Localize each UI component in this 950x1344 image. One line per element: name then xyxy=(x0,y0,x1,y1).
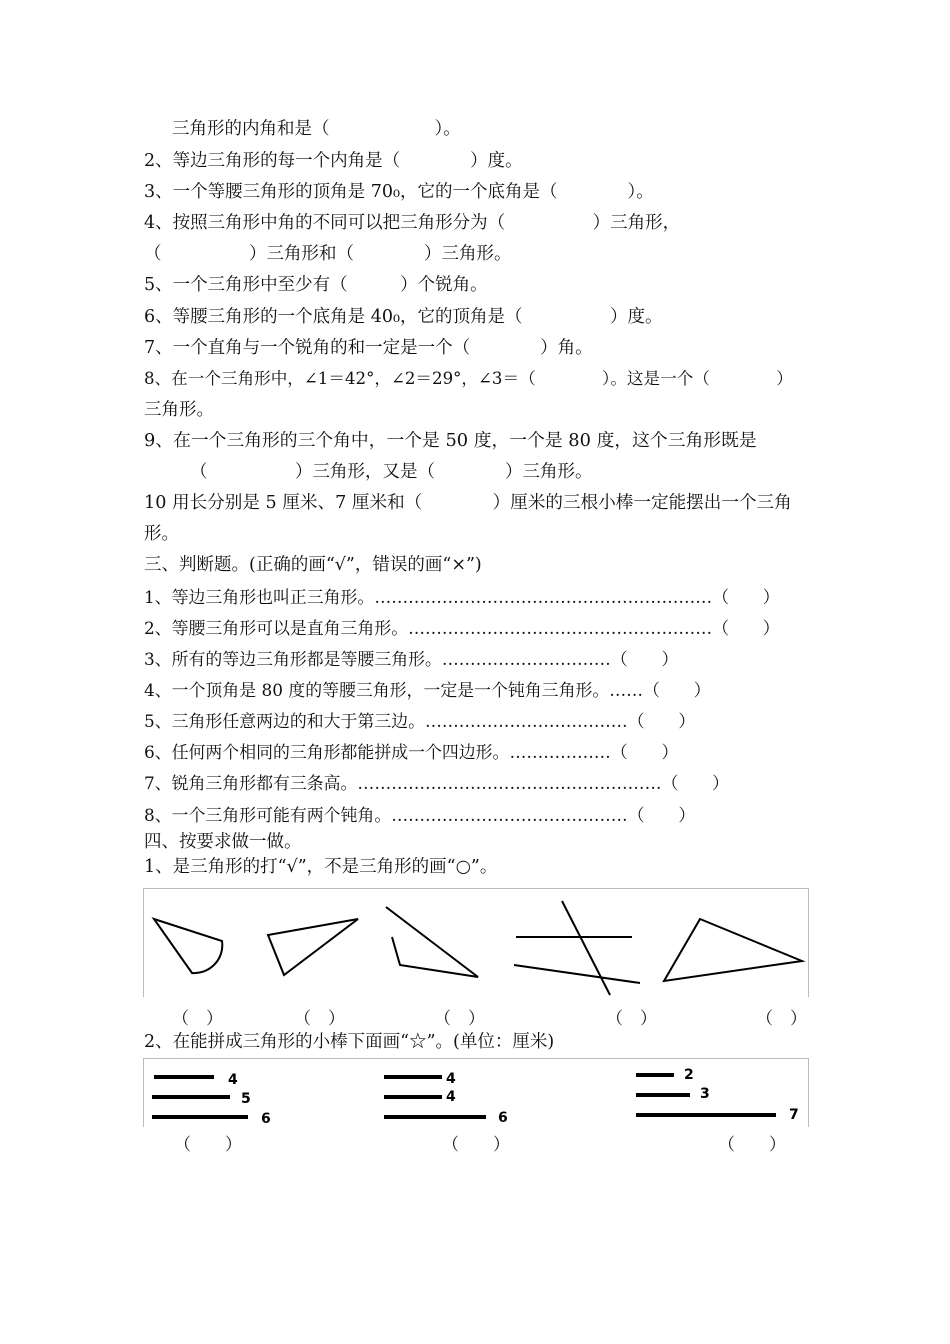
fill-question-2: 2、等边三角形的每一个内角是（ ）度。 xyxy=(144,151,523,171)
fill-question-3: 3、一个等腰三角形的顶角是 70₀，它的一个底角是（ ）。 xyxy=(144,182,654,202)
judge-heading: 三、判断题。(正确的画“√”，错误的画“×”) xyxy=(144,555,482,575)
fill-question-1: 三角形的内角和是（ ）。 xyxy=(172,119,461,139)
practice-question-2: 2、在能拼成三角形的小棒下面画“☆”。(单位：厘米) xyxy=(144,1032,555,1052)
judge-item-3: 3、所有的等边三角形都是等腰三角形。…………………………（ ） xyxy=(144,649,679,669)
fill-question-6: 6、等腰三角形的一个底角是 40₀，它的顶角是（ ）度。 xyxy=(144,307,663,327)
shape-answer-1[interactable]: （ ） xyxy=(172,1009,223,1029)
shape-answer-2[interactable]: （ ） xyxy=(294,1009,345,1029)
shape-answer-3[interactable]: （ ） xyxy=(434,1009,485,1029)
stick-g2-2-label: 4 xyxy=(446,1089,456,1105)
stick-g3-2-label: 3 xyxy=(700,1086,710,1102)
shape-answer-4[interactable]: （ ） xyxy=(606,1009,657,1029)
fill-question-4-line1: 4、按照三角形中角的不同可以把三角形分为（ ）三角形， xyxy=(144,213,681,233)
fill-question-8-line2: 三角形。 xyxy=(144,400,214,420)
judge-item-6: 6、任何两个相同的三角形都能拼成一个四边形。………………（ ） xyxy=(144,742,679,762)
stick-g3-1-label: 2 xyxy=(684,1067,694,1083)
stick-answer-3[interactable]: （ ） xyxy=(718,1135,786,1155)
stick-g1-2-label: 5 xyxy=(241,1091,251,1107)
fill-question-9-line2: （ ）三角形，又是（ ）三角形。 xyxy=(190,462,593,482)
fill-question-5: 5、一个三角形中至少有（ ）个锐角。 xyxy=(144,275,488,295)
stick-g1-3-label: 6 xyxy=(261,1111,271,1127)
stick-answer-2[interactable]: （ ） xyxy=(442,1135,510,1155)
judge-item-1: 1、等边三角形也叫正三角形。……………………………………………………（ ） xyxy=(144,587,780,607)
stick-g2-1-label: 4 xyxy=(446,1071,456,1087)
shape-cross-line-3 xyxy=(514,965,640,983)
judge-item-8: 8、一个三角形可能有两个钝角。……………………………………（ ） xyxy=(144,805,696,825)
judge-item-7: 7、锐角三角形都有三条高。………………………………………………（ ） xyxy=(144,773,730,793)
shape-curved-sector xyxy=(154,919,222,973)
shape-triangle-2 xyxy=(664,919,802,981)
fill-question-8-line1: 8、在一个三角形中，∠1＝42°，∠2＝29°，∠3＝（ ）。这是一个（ ） xyxy=(144,369,793,388)
fill-question-4-line2: （ ）三角形和（ ）三角形。 xyxy=(144,244,512,264)
shape-answer-5[interactable]: （ ） xyxy=(756,1009,807,1029)
shapes-figure xyxy=(143,888,809,997)
sticks-figure xyxy=(143,1058,809,1127)
practice-heading: 四、按要求做一做。 xyxy=(144,832,302,852)
shape-cross-line-2 xyxy=(562,901,610,995)
stick-g3-3-label: 7 xyxy=(789,1107,799,1123)
fill-question-10-line1: 10 用长分别是 5 厘米、7 厘米和（ ）厘米的三根小棒一定能摆出一个三角 xyxy=(144,493,792,513)
stick-g1-1-label: 4 xyxy=(228,1072,238,1088)
judge-item-5: 5、三角形任意两边的和大于第三边。………………………………（ ） xyxy=(144,711,696,731)
shape-open-figure xyxy=(386,907,478,977)
stick-g2-3-label: 6 xyxy=(498,1110,508,1126)
stick-answer-1[interactable]: （ ） xyxy=(174,1135,242,1155)
fill-question-9-line1: 9、在一个三角形的三个角中，一个是 50 度，一个是 80 度，这个三角形既是 xyxy=(144,430,757,451)
shapes-svg xyxy=(144,889,808,997)
fill-question-10-line2: 形。 xyxy=(144,524,179,544)
practice-question-1: 1、是三角形的打“√”，不是三角形的画“○”。 xyxy=(144,857,498,877)
judge-item-2: 2、等腰三角形可以是直角三角形。………………………………………………（ ） xyxy=(144,618,780,638)
sticks-svg xyxy=(144,1059,808,1127)
shape-triangle-1 xyxy=(268,919,358,975)
fill-question-7: 7、一个直角与一个锐角的和一定是一个（ ）角。 xyxy=(144,338,593,358)
judge-item-4: 4、一个顶角是 80 度的等腰三角形，一定是一个钝角三角形。……（ ） xyxy=(144,680,711,700)
